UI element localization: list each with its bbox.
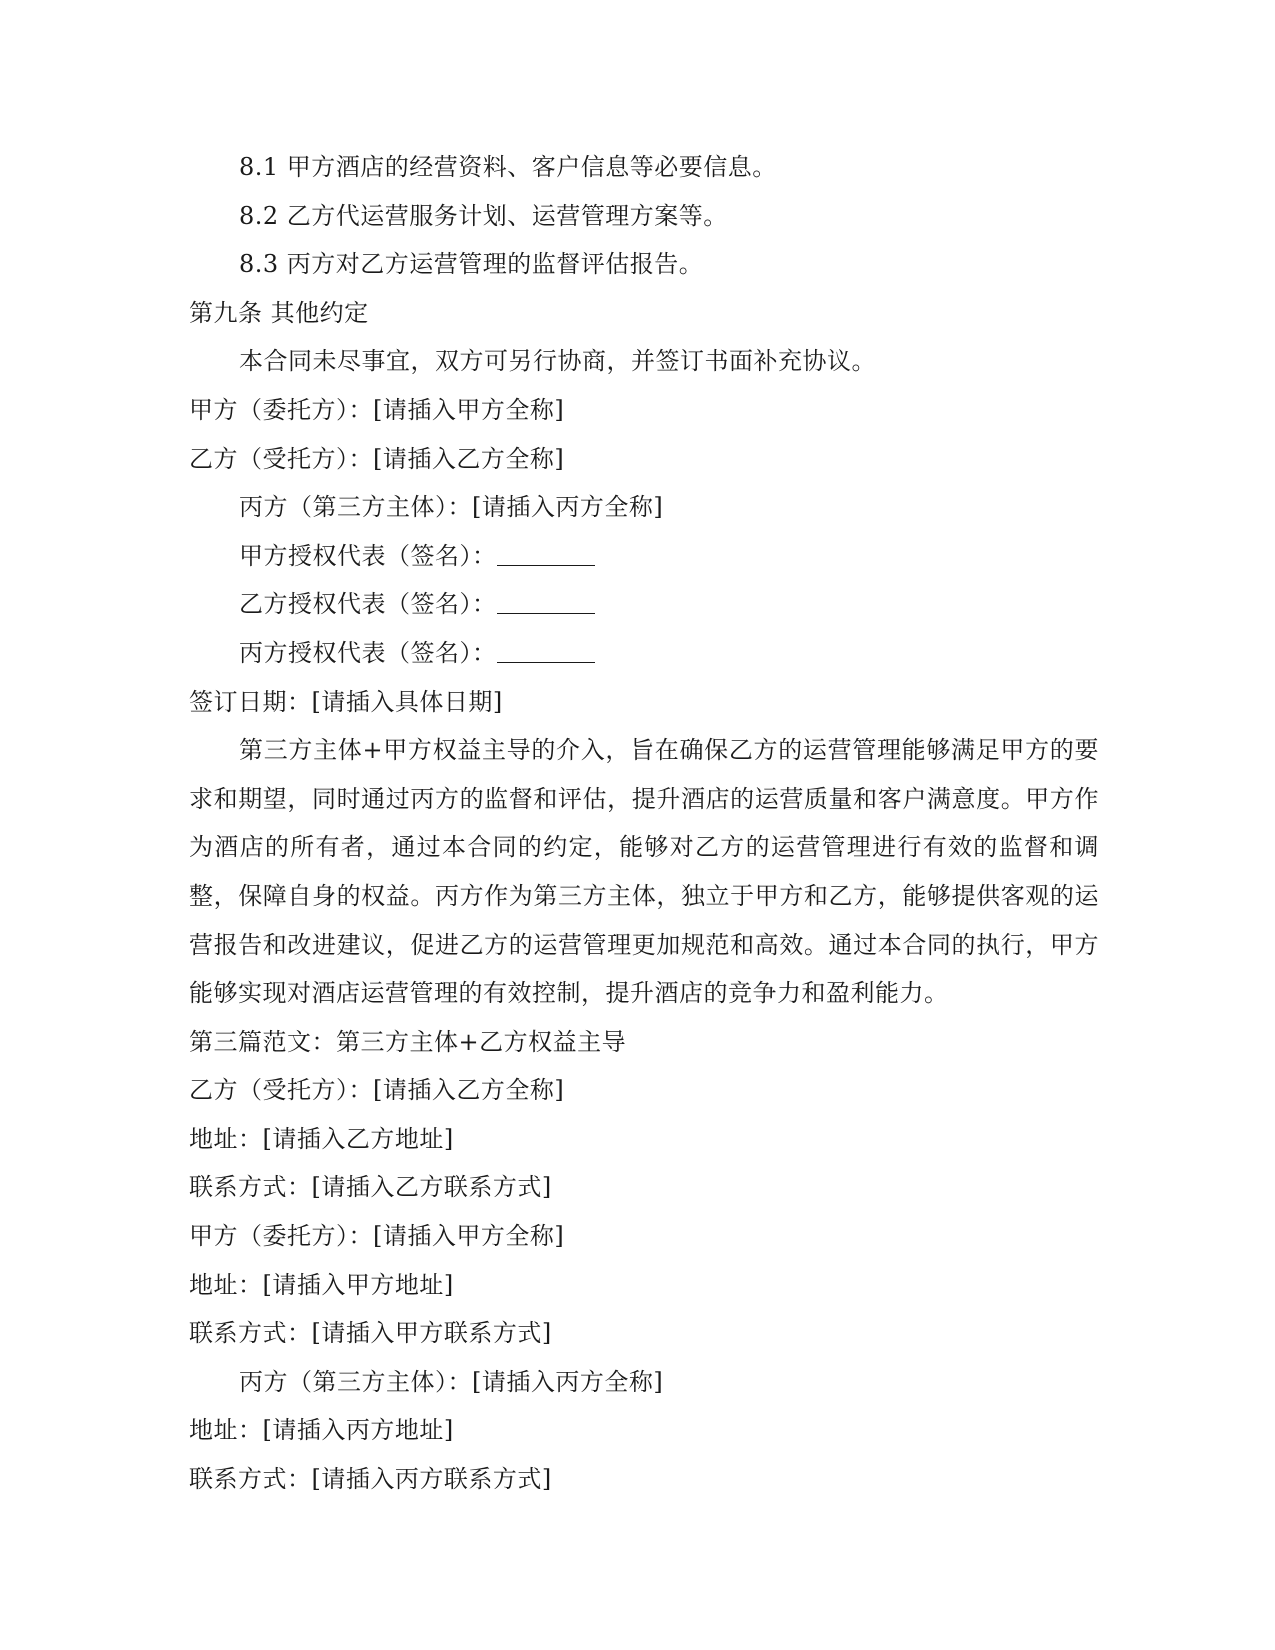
article-9-title: 第九条 其他约定 xyxy=(189,298,369,327)
s3-party-c-address: 地址：[请插入丙方地址] xyxy=(189,1416,454,1445)
signature-b-label: 乙方授权代表（签名）： xyxy=(239,590,497,619)
signature-b-row xyxy=(189,580,1099,629)
party-a-line: 甲方（委托方）：[请插入甲方全称] xyxy=(189,395,565,424)
signature-a-row xyxy=(189,532,1099,581)
s3-party-a: 甲方（委托方）：[请插入甲方全称] xyxy=(189,1222,565,1251)
party-c-line: 丙方（第三方主体）：[请插入丙方全称] xyxy=(239,493,664,522)
summary-paragraph: 第三方主体+甲方权益主导的介入，旨在确保乙方的运营管理能够满足甲方的要求和期望，同时通过丙方的监督和评估，提升酒店的运营质量和客户满意度。甲方作为酒店的所有者，通过本合同的约定，能够对乙方的运营管理进行有效的监督和调整，保障自身的权益。丙方作为第三方主体，独立于甲方和乙方，能够提供客观的运营报告和改进建议，促进乙方的运营管理更加规范和高效。通过本合同的执行，甲方能够实现对酒店运营管理的有效控制，提升酒店的竞争力和盈利能力。 xyxy=(189,736,1099,1008)
document-body xyxy=(189,143,1099,1504)
s3-party-a-contact: 联系方式：[请插入甲方联系方式] xyxy=(189,1319,552,1348)
signature-c-blank xyxy=(497,642,595,663)
s3-party-b: 乙方（受托方）：[请插入乙方全称] xyxy=(189,1076,565,1105)
signing-date: 签订日期：[请插入具体日期] xyxy=(189,687,503,716)
s3-party-c-contact: 联系方式：[请插入丙方联系方式] xyxy=(189,1465,552,1494)
article-9-body: 本合同未尽事宜，双方可另行协商，并签订书面补充协议。 xyxy=(239,347,876,376)
clause-8-1: 8.1 甲方酒店的经营资料、客户信息等必要信息。 xyxy=(239,153,777,181)
clause-8-3: 8.3 丙方对乙方运营管理的监督评估报告。 xyxy=(239,250,704,279)
signature-c-label: 丙方授权代表（签名）： xyxy=(239,638,497,667)
party-b-line: 乙方（受托方）：[请插入乙方全称] xyxy=(189,444,565,473)
signature-b-blank xyxy=(497,593,595,614)
signature-a-blank xyxy=(497,545,595,566)
s3-party-c: 丙方（第三方主体）：[请插入丙方全称] xyxy=(239,1367,664,1396)
section-3-title: 第三篇范文：第三方主体+乙方权益主导 xyxy=(189,1027,627,1056)
signature-a-label: 甲方授权代表（签名）： xyxy=(239,541,497,570)
s3-party-b-address: 地址：[请插入乙方地址] xyxy=(189,1124,454,1153)
signature-c-row xyxy=(189,629,1099,678)
clause-8-2: 8.2 乙方代运营服务计划、运营管理方案等。 xyxy=(239,201,728,230)
s3-party-b-contact: 联系方式：[请插入乙方联系方式] xyxy=(189,1173,552,1202)
s3-party-a-address: 地址：[请插入甲方地址] xyxy=(189,1270,454,1299)
